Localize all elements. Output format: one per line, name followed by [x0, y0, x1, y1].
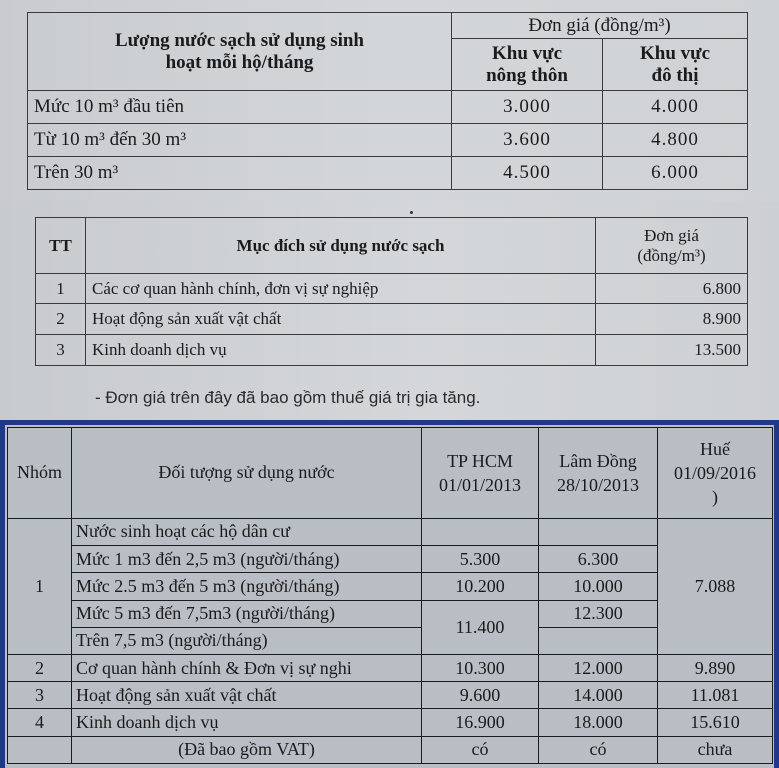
group-number: 1	[8, 518, 72, 654]
table-row	[8, 682, 773, 709]
lam-dong-value: 12.000	[539, 654, 658, 681]
subject-label: Cơ quan hành chính & Đơn vị sự nghi	[72, 654, 422, 681]
subject-label: Kinh doanh dịch vụ	[72, 709, 422, 736]
subject-label: Hoạt động sản xuất vật chất	[72, 682, 422, 709]
household-tariff-table	[27, 12, 748, 190]
purpose-tariff-table	[35, 217, 748, 366]
header-hue: Huế 01/09/2016 )	[658, 428, 773, 519]
table-row	[36, 304, 748, 335]
table-row	[28, 124, 748, 157]
urban-price: 4.800	[603, 124, 748, 157]
hue-value: 15.610	[658, 709, 773, 736]
urban-price: 4.000	[603, 91, 748, 124]
header-urban-area: Khu vực đô thị	[603, 39, 748, 91]
purpose-label: Hoạt động sản xuất vật chất	[86, 304, 596, 335]
rural-price: 3.000	[452, 91, 603, 124]
header-rural-area: Khu vực nông thôn	[452, 39, 603, 91]
usage-label: Trên 30 m³	[28, 157, 452, 190]
hue-value: 11.081	[658, 682, 773, 709]
lam-dong-vat: có	[539, 736, 658, 763]
table-row	[8, 736, 773, 763]
header-lam-dong: Lâm Đồng 28/10/2013	[539, 428, 658, 519]
hcm-value	[422, 518, 539, 545]
lam-dong-value	[539, 518, 658, 545]
urban-price: 6.000	[603, 157, 748, 190]
lam-dong-value	[539, 627, 658, 654]
purpose-label: Kinh doanh dịch vụ	[86, 335, 596, 366]
price-value: 6.800	[596, 274, 748, 304]
lam-dong-value: 12.300	[539, 600, 658, 627]
header-unit-price: Đơn giá (đồng/m³)	[596, 218, 748, 274]
table-row	[36, 274, 748, 304]
group-number	[8, 736, 72, 763]
header-unit-price: Đơn giá (đồng/m³)	[452, 13, 748, 39]
rural-price: 4.500	[452, 157, 603, 190]
header-subject: Đối tượng sử dụng nước	[72, 428, 422, 519]
table-row	[28, 157, 748, 190]
purpose-label: Các cơ quan hành chính, đơn vị sự nghiệp	[86, 274, 596, 304]
table-row	[36, 335, 748, 366]
hue-value: 7.088	[658, 518, 773, 654]
subject-label: Mức 1 m3 đến 2,5 m3 (người/tháng)	[72, 546, 422, 573]
photo-household-water-tariff	[0, 0, 779, 201]
photo-purpose-water-tariff	[0, 201, 779, 420]
vat-label: (Đã bao gồm VAT)	[72, 736, 422, 763]
usage-label: Mức 10 m³ đầu tiên	[28, 91, 452, 124]
header-hcm: TP HCM 01/01/2013	[422, 428, 539, 519]
subject-label: Nước sinh hoạt các hộ dân cư	[72, 518, 422, 545]
hcm-value: 5.300	[422, 546, 539, 573]
ink-dot	[410, 211, 413, 214]
usage-label: Từ 10 m³ đến 30 m³	[28, 124, 452, 157]
rural-price: 3.600	[452, 124, 603, 157]
row-number: 2	[36, 304, 86, 335]
subject-label: Trên 7,5 m3 (người/tháng)	[72, 627, 422, 654]
lam-dong-value: 18.000	[539, 709, 658, 736]
hcm-value: 9.600	[422, 682, 539, 709]
header-group: Nhóm	[8, 428, 72, 519]
hue-vat: chưa	[658, 736, 773, 763]
price-value: 8.900	[596, 304, 748, 335]
table-row	[28, 91, 748, 124]
header-purpose: Mục đích sử dụng nước sạch	[86, 218, 596, 274]
lam-dong-value: 14.000	[539, 682, 658, 709]
header-tt: TT	[36, 218, 86, 274]
subject-label: Mức 5 m3 đến 7,5m3 (người/tháng)	[72, 600, 422, 627]
group-number: 4	[8, 709, 72, 736]
row-number: 3	[36, 335, 86, 366]
row-number: 1	[36, 274, 86, 304]
group-number: 3	[8, 682, 72, 709]
price-value: 13.500	[596, 335, 748, 366]
vat-note: - Đơn giá trên đây đã bao gồm thuế giá trị gia tăng.	[95, 388, 481, 407]
group-number: 2	[8, 654, 72, 681]
subject-label: Mức 2.5 m3 đến 5 m3 (người/tháng)	[72, 573, 422, 600]
comparison-panel	[5, 425, 774, 768]
header-usage-amount: Lượng nước sạch sử dụng sinh hoạt mỗi hộ/tháng	[28, 13, 452, 91]
table-row	[8, 518, 773, 545]
hcm-vat: có	[422, 736, 539, 763]
hcm-value: 11.400	[422, 600, 539, 654]
table-row	[8, 709, 773, 736]
photo-city-comparison	[0, 420, 779, 768]
hcm-value: 10.200	[422, 573, 539, 600]
hue-value: 9.890	[658, 654, 773, 681]
table-row	[8, 654, 773, 681]
city-comparison-table	[7, 427, 773, 764]
hcm-value: 16.900	[422, 709, 539, 736]
hcm-value: 10.300	[422, 654, 539, 681]
lam-dong-value: 10.000	[539, 573, 658, 600]
lam-dong-value: 6.300	[539, 546, 658, 573]
